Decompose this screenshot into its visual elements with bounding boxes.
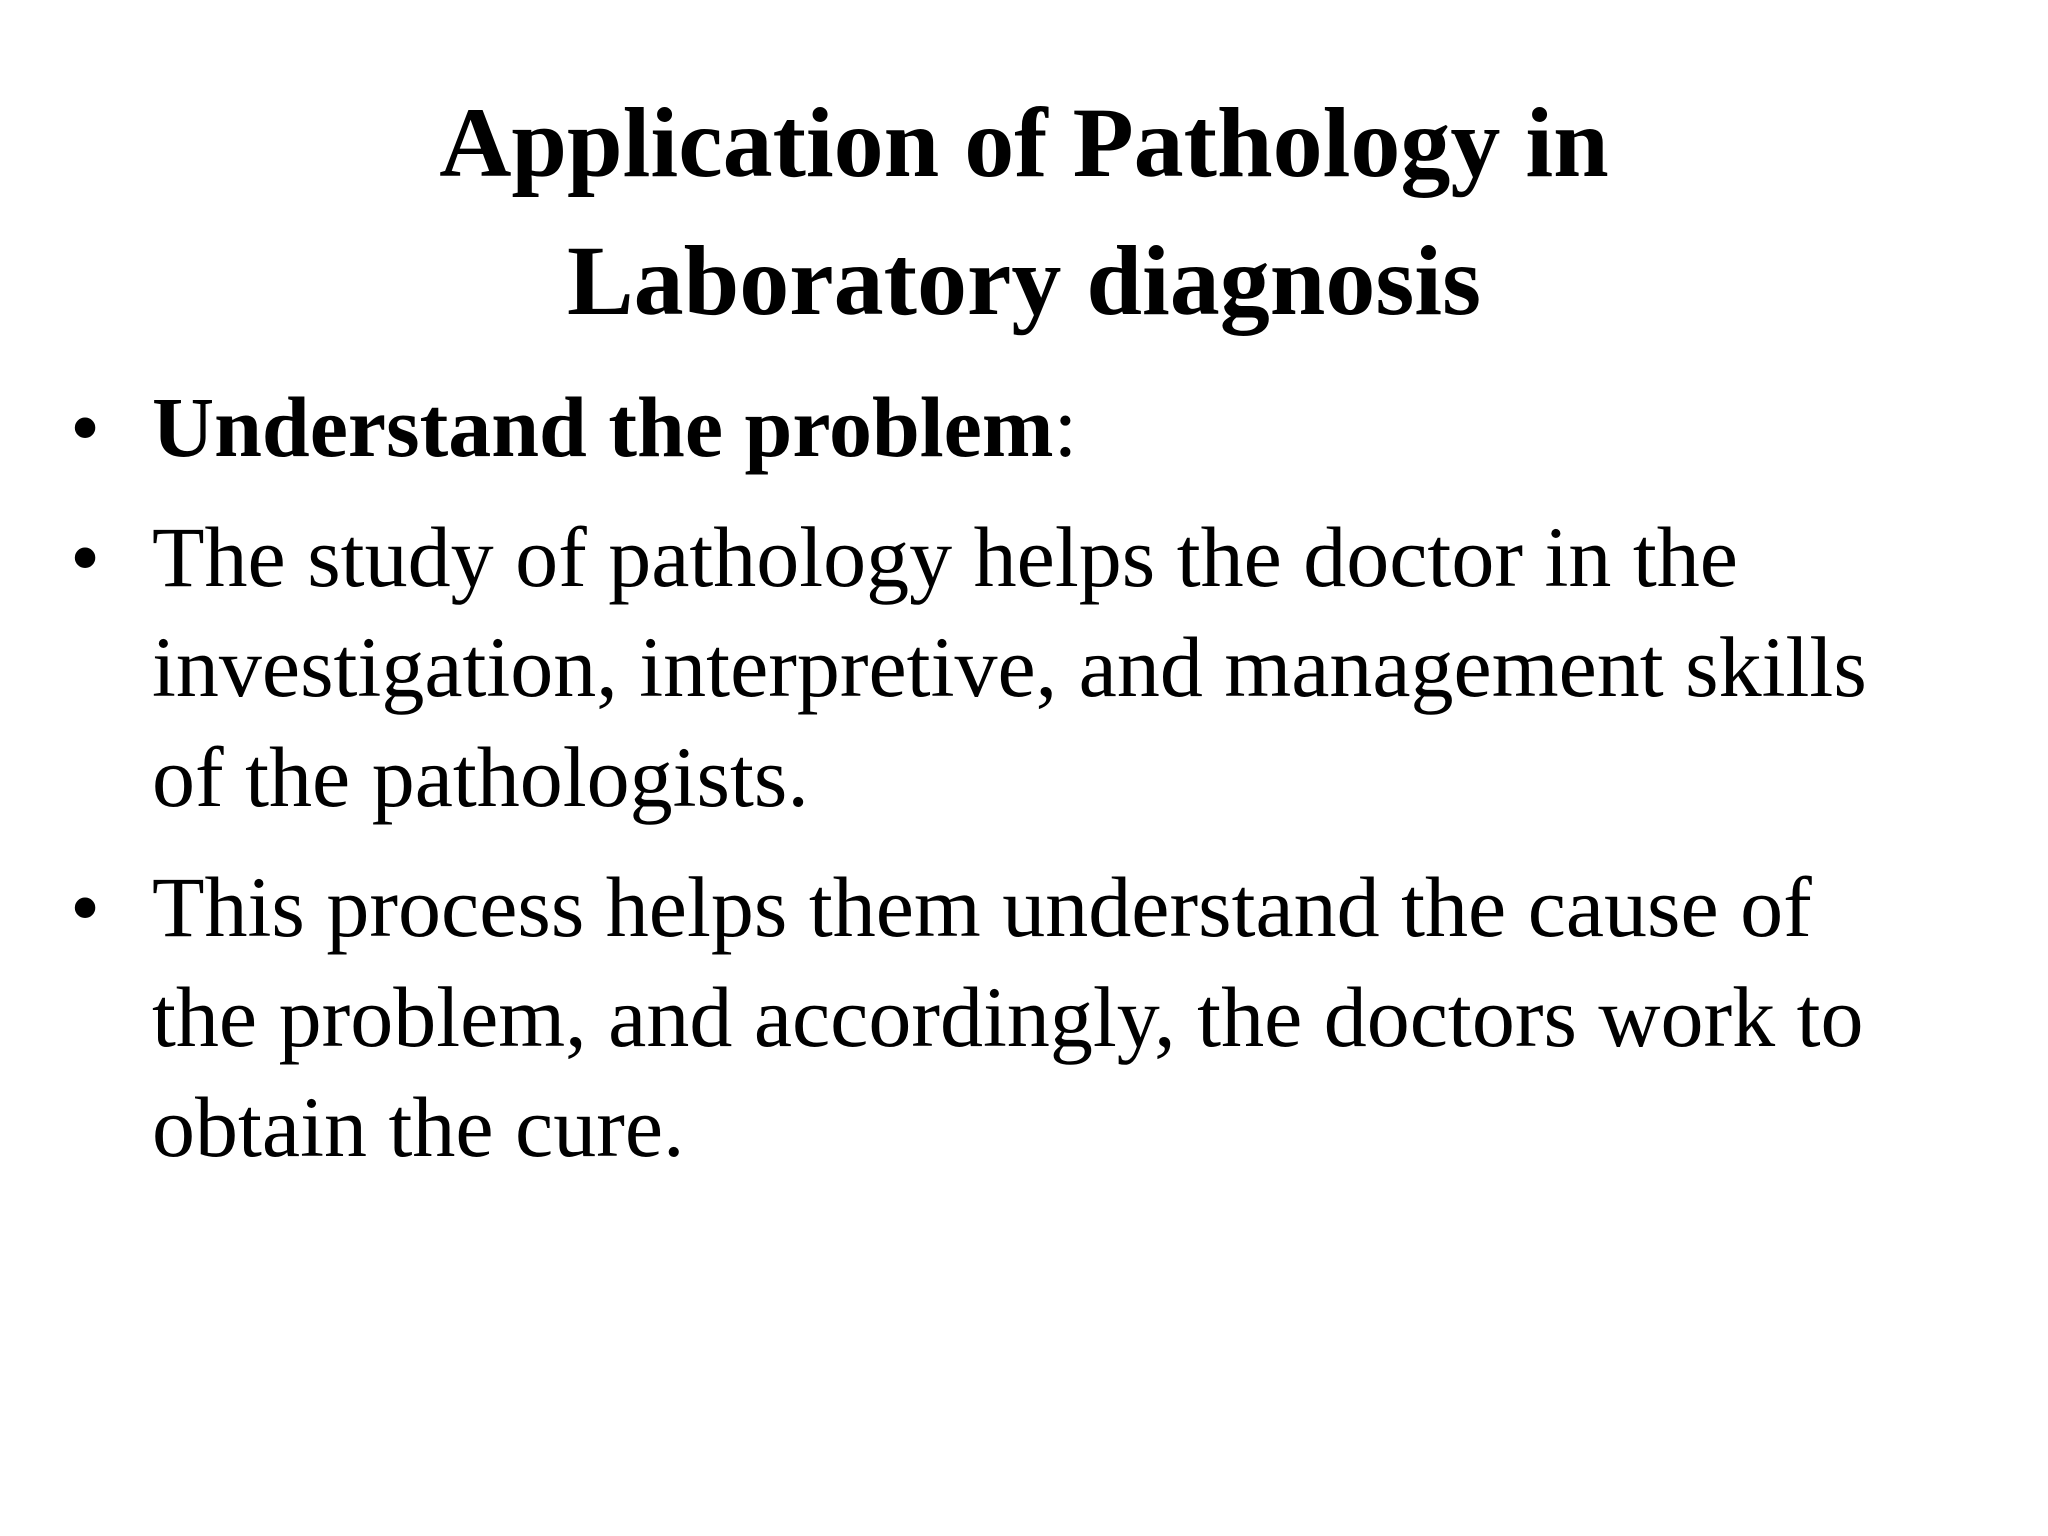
bullet-2-line-1: The study of pathology helps the doctor in the (152, 509, 1738, 605)
bullet-text-1 (152, 372, 1990, 482)
slide-title-line-1: Application of Pathology in (439, 87, 1609, 198)
bullet-1-line-1 (152, 372, 1990, 482)
bullet-item-1 (70, 372, 1990, 482)
bullet-dot-icon: • (70, 379, 101, 475)
bullet-dot-icon: • (70, 509, 101, 605)
bullet-item-2 (70, 502, 1990, 832)
bullet-2-line-3: of the pathologists. (152, 729, 809, 825)
bullet-3-line-1: This process helps them understand the cause of (152, 859, 1812, 955)
bullet-2-line-2: investigation, interpretive, and management skills (152, 619, 1867, 715)
bullet-text-3 (152, 852, 1990, 1182)
slide-title-line-2: Laboratory diagnosis (566, 225, 1481, 336)
bullet-item-3 (70, 852, 1990, 1182)
bullet-1-colon: : (1053, 379, 1078, 475)
bullet-3-line-2: the problem, and accordingly, the doctors work to (152, 969, 1864, 1065)
slide-title (0, 74, 2048, 350)
bullet-dot-icon: • (70, 859, 101, 955)
bullet-1-heading: Understand the problem (152, 379, 1054, 475)
bullet-text-2 (152, 502, 1990, 832)
bullet-3-line-3: obtain the cure. (152, 1079, 685, 1175)
bullet-list (70, 372, 1990, 1202)
